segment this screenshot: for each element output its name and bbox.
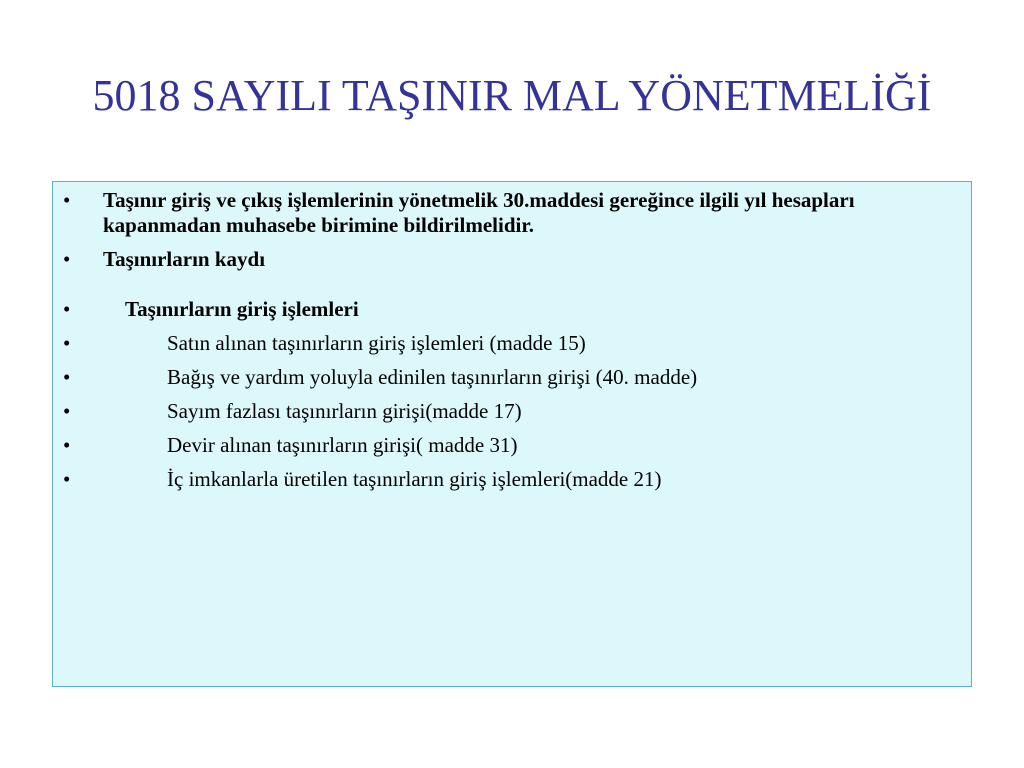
- bullet-icon: •: [63, 399, 71, 423]
- bullet-icon: •: [63, 433, 71, 457]
- list-item: [53, 467, 971, 492]
- list-item: [53, 331, 971, 356]
- bullet-icon: •: [63, 247, 71, 271]
- list-item-text: Taşınır giriş ve çıkış işlemlerinin yönetmelik 30.maddesi gereğince ilgili yıl hesapları kapanmadan muhasebe birimine bildirilmelidir.: [103, 188, 855, 237]
- list-item-text: İç imkanlarla üretilen taşınırların giriş işlemleri(madde 21): [167, 467, 662, 491]
- bullet-icon: •: [63, 467, 71, 491]
- list-item: [53, 247, 971, 272]
- bullet-icon: •: [63, 365, 71, 389]
- content-box: [52, 181, 972, 687]
- list-item-text: Sayım fazlası taşınırların girişi(madde 17): [167, 399, 522, 423]
- bullet-icon: •: [63, 188, 71, 212]
- list-item-text: Taşınırların giriş işlemleri: [125, 297, 359, 321]
- list-item-text: Devir alınan taşınırların girişi( madde 31): [167, 433, 518, 457]
- list-item-text: Satın alınan taşınırların giriş işlemleri (madde 15): [167, 331, 586, 355]
- list-item: [53, 433, 971, 458]
- slide-title: 5018 SAYILI TAŞINIR MAL YÖNETMELİĞİ: [92, 71, 932, 120]
- list-item: [53, 297, 971, 322]
- list-item: [53, 188, 971, 238]
- bullet-icon: •: [63, 297, 71, 321]
- list-item-text: Bağış ve yardım yoluyla edinilen taşınırların girişi (40. madde): [167, 365, 698, 389]
- bullet-list: [53, 188, 971, 501]
- list-item-text: Taşınırların kaydı: [103, 247, 266, 271]
- list-item: [53, 365, 971, 390]
- list-item: [53, 399, 971, 424]
- bullet-icon: •: [63, 331, 71, 355]
